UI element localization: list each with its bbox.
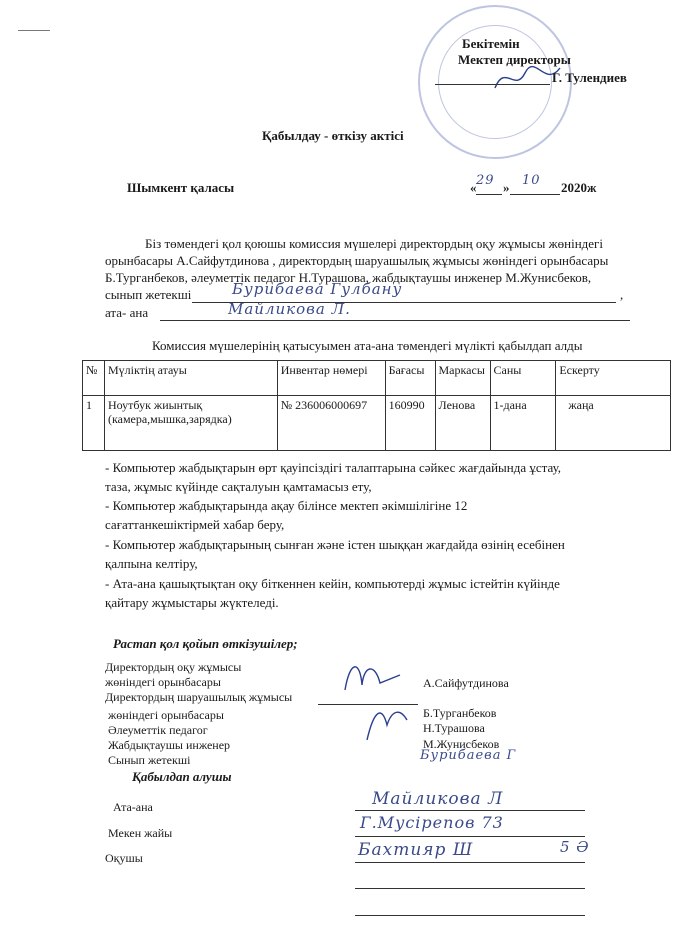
table-caption: Комиссия мүшелерінің қатысуымен ата-ана төмендегі мүлікті қабылдап алды: [152, 338, 583, 353]
receiver-heading: Қабылдап алушы: [132, 769, 232, 784]
rule-line-8: қайтару жұмыстары жүктеледі.: [105, 595, 279, 610]
parent-label: ата- ана: [105, 305, 149, 320]
signer-role-7: Сынып жетекші: [108, 753, 191, 767]
receiver-student-handwritten: Бахтияр Ш: [358, 840, 474, 860]
rule-line-7: - Ата-ана қашықтықтан оқу біткеннен кейін, компьютерді жұмыс істейтін күйінде: [105, 576, 560, 591]
date-open-quote: «: [470, 180, 477, 195]
signer-role-3: Директордың шаруашылық жұмысы: [105, 690, 293, 704]
receiver-address-label: Мекен жайы: [108, 826, 173, 840]
intro-line-3: Б.Турганбеков, әлеуметтік педагог Н.Турашова, жабдықтаушы инженер М.Жунисбеков,: [105, 270, 592, 285]
rule-line-5: - Компьютер жабдықтарының сынған және істен шыққан жағдайда өзінің есебінен: [105, 537, 565, 552]
receiver-student-label: Оқушы: [105, 851, 143, 865]
receiver-student-grade: 5 Ә: [560, 838, 590, 856]
receiver-parent-line: [355, 810, 585, 811]
signers-heading: Растап қол қойып өткізушілер;: [113, 636, 298, 651]
signer-role-2: жөніндегі орынбасары: [105, 675, 221, 689]
cell-quantity: 1-дана: [490, 396, 556, 451]
rule-line-4: сағаттанкешіктірмей хабар беру,: [105, 517, 285, 532]
signer-role-1: Директордың оқу жұмысы: [105, 660, 242, 674]
col-header-brand: Маркасы: [435, 361, 490, 396]
document-title: Қабылдау - өткізу актісі: [262, 128, 404, 143]
date-day-line: [476, 194, 502, 195]
signer-role-6: Жабдықтаушы инженер: [108, 738, 231, 752]
date-day: 29: [476, 173, 495, 188]
rule-line-1: - Компьютер жабдықтарын өрт қауіпсіздігі талаптарына сәйкес жағдайында ұстау,: [105, 460, 562, 475]
rule-line-2: таза, жұмыс күйінде сақталуын қамтамасыз ету,: [105, 479, 372, 494]
col-header-note: Ескерту: [556, 361, 671, 396]
date-year: 2020ж: [561, 180, 597, 195]
approval-line-1: Бекітемін: [462, 36, 520, 51]
signer-role-5: Әлеуметтік педагог: [108, 723, 208, 737]
rule-line-6: қалпына келтіру,: [105, 556, 198, 571]
signer-role-4: жөніндегі орынбасары: [108, 708, 224, 722]
col-header-number: №: [83, 361, 105, 396]
intro-line-2: орынбасары А.Сайфутдинова , директордың шаруашылық жұмысы жөніндегі орынбасары: [105, 253, 609, 268]
date-month-line: [510, 194, 560, 195]
signer-name-2: Б.Турганбеков: [423, 706, 497, 720]
col-header-quantity: Саны: [490, 361, 556, 396]
col-header-price: Бағасы: [385, 361, 435, 396]
cell-inventory: № 236006000697: [277, 396, 385, 451]
table-header-row: [83, 361, 671, 396]
teacher-line-end: ,: [620, 287, 624, 302]
rule-line-3: - Компьютер жабдықтарында ақау білінсе мектеп әкімшілігіне 12: [105, 498, 468, 513]
parent-line: [160, 320, 630, 321]
cell-number: 1: [83, 396, 105, 451]
receiver-student-line: [355, 862, 585, 863]
parent-name-handwritten: Майликова Л.: [228, 300, 351, 318]
signer-name-4: М.Жунисбеков: [423, 737, 500, 751]
blank-line-2: [355, 915, 585, 916]
signer-name-3: Н.Турашова: [423, 721, 485, 735]
col-header-inventory: Инвентар нөмері: [277, 361, 385, 396]
receiver-address-handwritten: Г.Мусірепов 73: [360, 813, 504, 832]
cell-brand: Ленова: [435, 396, 490, 451]
signature-1: [340, 655, 420, 695]
date-month: 10: [522, 173, 541, 188]
signer-name-5-handwritten: Бурибаева Г: [420, 748, 517, 763]
col-header-name: Мүліктің атауы: [104, 361, 277, 396]
city: Шымкент қаласы: [127, 180, 235, 195]
assets-table: [82, 360, 671, 451]
table-row: [83, 396, 671, 451]
approval-line-3: Г. Тулендиев: [552, 70, 627, 85]
teacher-label: сынып жетекші: [105, 287, 192, 302]
cell-note: жаңа: [556, 396, 671, 451]
approval-line-2: Мектеп директоры: [458, 52, 571, 67]
receiver-address-line: [355, 836, 585, 837]
signer-name-1: А.Сайфутдинова: [423, 676, 509, 690]
cell-name: Ноутбук жиынтық (камера,мышка,зарядка): [104, 396, 277, 451]
cell-price: 160990: [385, 396, 435, 451]
corner-mark: [18, 30, 50, 31]
blank-line-1: [355, 888, 585, 889]
signature-2: [362, 700, 412, 745]
intro-line-1: Біз төмендегі қол қоюшы комиссия мүшелері директордың оқу жұмысы жөніндегі: [145, 236, 604, 251]
approval-sign-line: [435, 84, 550, 85]
receiver-parent-handwritten: Майликова Л: [372, 789, 504, 809]
date-mid: »: [503, 180, 510, 195]
receiver-parent-label: Ата-ана: [113, 800, 153, 814]
teacher-name-handwritten: Бурибаева Гулбану: [232, 280, 403, 298]
